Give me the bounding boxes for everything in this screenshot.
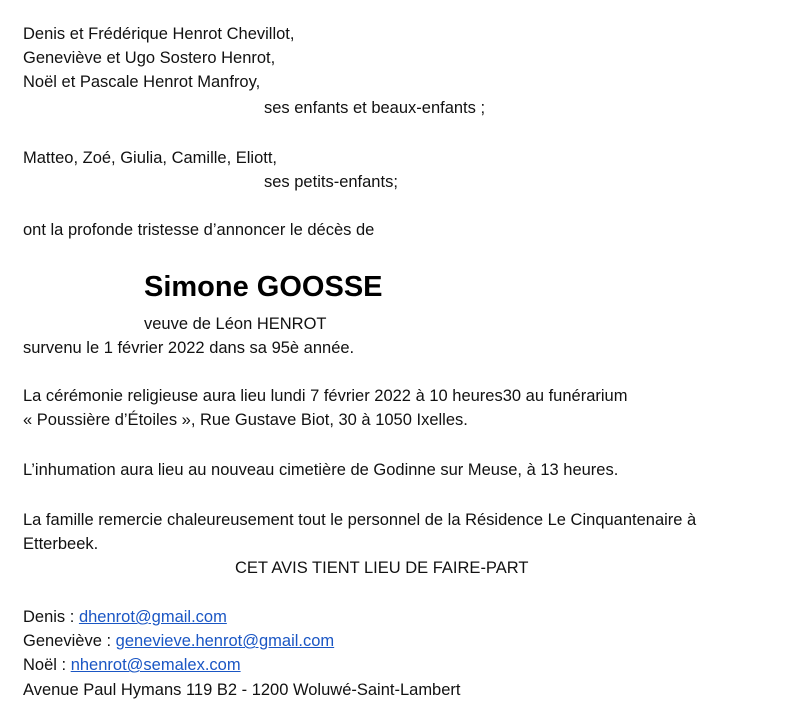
notice-line: CET AVIS TIENT LIEU DE FAIRE-PART [235,559,529,577]
address-line: Avenue Paul Hymans 119 B2 - 1200 Woluwé-Saint-Lambert [23,681,461,699]
email-link-genevieve[interactable]: genevieve.henrot@gmail.com [115,632,335,650]
grandchildren-role: ses petits-enfants; [264,173,398,191]
burial-line: L’inhumation aura lieu au nouveau cimetière de Godinne sur Meuse, à 13 heures. [23,461,619,479]
family-children-line-1: Denis et Frédérique Henrot Chevillot, [23,25,295,43]
family-children-line-3: Noël et Pascale Henrot Manfroy, [23,73,261,91]
contact-label: Denis : [23,608,79,626]
contact-label: Noël : [23,656,71,674]
family-children-line-2: Geneviève et Ugo Sostero Henrot, [23,49,276,67]
contact-denis [23,607,227,627]
children-role: ses enfants et beaux-enfants ; [264,99,486,117]
deceased-name: Simone GOOSSE [144,271,383,303]
contact-genevieve [23,631,334,651]
contact-label: Geneviève : [23,632,116,650]
thanks-line-2: Etterbeek. [23,535,99,553]
email-link-denis[interactable]: dhenrot@gmail.com [78,608,227,626]
contact-noel [23,655,241,675]
ceremony-line-1: La cérémonie religieuse aura lieu lundi 7 février 2022 à 10 heures30 au funérarium [23,387,628,405]
email-link-noel[interactable]: nhenrot@semalex.com [70,656,241,674]
widow-of-line: veuve de Léon HENROT [144,315,327,333]
grandchildren-line: Matteo, Zoé, Giulia, Camille, Eliott, [23,149,278,167]
thanks-line-1: La famille remercie chaleureusement tout le personnel de la Résidence Le Cinquantenaire à [23,511,697,529]
ceremony-line-2: « Poussière d’Étoiles », Rue Gustave Biot, 30 à 1050 Ixelles. [23,411,468,429]
death-line: survenu le 1 février 2022 dans sa 95è année. [23,339,355,357]
announcement-line: ont la profonde tristesse d’annoncer le décès de [23,221,375,239]
